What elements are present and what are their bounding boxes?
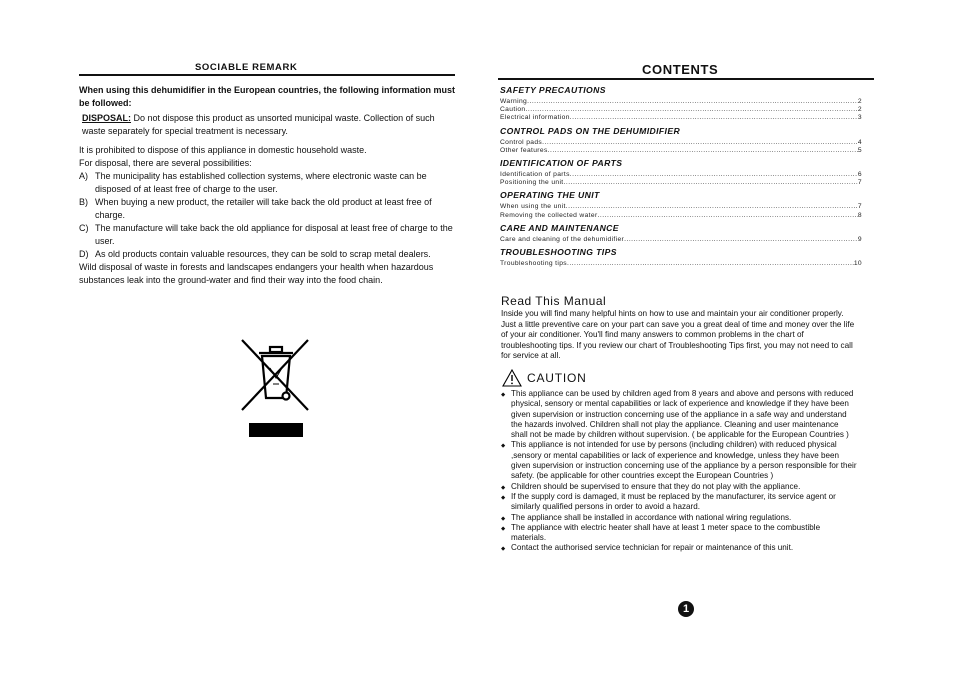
toc-row[interactable]: Warning ..... 2: [500, 98, 862, 106]
toc-section: [500, 223, 862, 244]
disposal-label: DISPOSAL:: [82, 113, 132, 123]
toc-section: [500, 247, 862, 268]
list-item: ◆ Contact the authorised service technician for repair or maintenance of this unit.: [501, 543, 857, 553]
list-item: ◆ Children should be supervised to ensure that they do not play with the appliance.: [501, 482, 857, 492]
toc-heading: OPERATING THE UNIT: [500, 190, 600, 201]
toc-row[interactable]: Other features ..... 5: [500, 147, 862, 155]
disposal-text: Do not dispose this product as unsorted municipal waste. Collection of such waste separately for special treatment is necessary.: [82, 113, 435, 136]
list-item: B) When buying a new product, the retailer will take back the old product at least free of charge.: [79, 197, 432, 220]
list-item: ◆ The appliance shall be installed in accordance with national wiring regulations.: [501, 513, 857, 523]
crossed-out-wheelie-bin-icon: [240, 338, 310, 412]
paragraph: Wild disposal of waste in forests and landscapes endangers your health when hazardous substances leak into the ground-water and find their way into the food chain.: [79, 262, 434, 285]
toc-heading: CONTROL PADS ON THE DEHUMIDIFIER: [500, 125, 681, 136]
list-item: ◆ This appliance can be used by children aged from 8 years and above and persons with reduced physical, sensory or mental capabilities or lack of experience and knowledge if they have been given supervision or instruction concerning use of the appliance in a safe way and understand the hazards involved. Children shall not play the appliance. Cleaning and user maintenance shall not be made by children without supervision. ( be applicable for the European Countries ): [501, 389, 857, 440]
toc-heading: TROUBLESHOOTING TIPS: [500, 247, 617, 258]
list-item: A) The municipality has established collection systems, where electronic waste can be disposed of at least free of charge to the user.: [79, 171, 427, 194]
caution-list: [501, 389, 857, 554]
toc-section: [500, 85, 862, 123]
title-rule: [498, 78, 874, 80]
caution-heading: CAUTION: [527, 371, 587, 385]
toc-row[interactable]: Positioning the unit ..... 7: [500, 179, 862, 187]
disposal-paragraph: [82, 112, 458, 138]
bin-underline-bar: [249, 423, 303, 437]
intro-text: When using this dehumidifier in the European countries, the following information must be followed:: [79, 85, 456, 108]
toc-section: [500, 158, 862, 187]
toc-row[interactable]: Identification of parts ..... 6: [500, 171, 862, 179]
title-rule: [79, 74, 455, 76]
contents-title: CONTENTS: [642, 62, 719, 77]
section-title-sociable-remark: SOCIABLE REMARK: [195, 62, 298, 73]
list-item: D) As old products contain valuable resources, they can be sold to scrap metal dealers.: [79, 249, 431, 259]
page-number-badge: 1: [678, 601, 694, 617]
toc-heading: IDENTIFICATION OF PARTS: [500, 158, 623, 169]
toc-row[interactable]: Troubleshooting tips ..... 10: [500, 260, 862, 268]
toc-heading: CARE AND MAINTENANCE: [500, 222, 619, 233]
warning-triangle-icon: [502, 369, 522, 387]
list-item: C) The manufacture will take back the old appliance for disposal at least free of charge to the user.: [79, 223, 453, 246]
toc-row[interactable]: Control pads ..... 4: [500, 139, 862, 147]
toc-row[interactable]: Electrical information ..... 3: [500, 114, 862, 122]
paragraph: For disposal, there are several possibilities:: [79, 158, 252, 168]
table-of-contents: [500, 85, 862, 271]
list-item: ◆ The appliance with electric heater shall have at least 1 meter space to the combustible materials.: [501, 523, 857, 544]
toc-row[interactable]: Care and cleaning of the dehumidifier ..... 9: [500, 236, 862, 244]
list-item: ◆ If the supply cord is damaged, it must be replaced by the manufacturer, its service agent or similarly qualified persons in order to avoid a hazard.: [501, 492, 857, 513]
toc-section: [500, 126, 862, 155]
read-manual-heading: Read This Manual: [501, 294, 607, 308]
read-manual-text: Inside you will find many helpful hints on how to use and maintain your air conditioner properly. Just a little preventive care on your part can save you a great deal of time and money over the life of your air conditioner. You'll find many answers to common problems in the chart of troubleshooting tips. If you review our chart of Troubleshooting Tips first, you may not need to call for service at all.: [501, 309, 855, 360]
toc-row[interactable]: Removing the collected water ..... 8: [500, 212, 862, 220]
toc-row[interactable]: Caution ..... 2: [500, 106, 862, 114]
paragraph: It is prohibited to dispose of this appliance in domestic household waste.: [79, 145, 367, 155]
list-item: ◆ This appliance is not intended for use by persons (including children) with reduced physical ,sensory or mental capabilities or lack of experience and knowledge, unless they have been given supervision or instruction concerning use of the appliance by a person responsible for their safety. (be applicable for other countries except the European Countries ): [501, 440, 857, 481]
toc-row[interactable]: When using the unit ..... 7: [500, 203, 862, 211]
toc-section: [500, 190, 862, 219]
disposal-body: [79, 144, 459, 287]
toc-heading: SAFETY PRECAUTIONS: [500, 85, 606, 95]
